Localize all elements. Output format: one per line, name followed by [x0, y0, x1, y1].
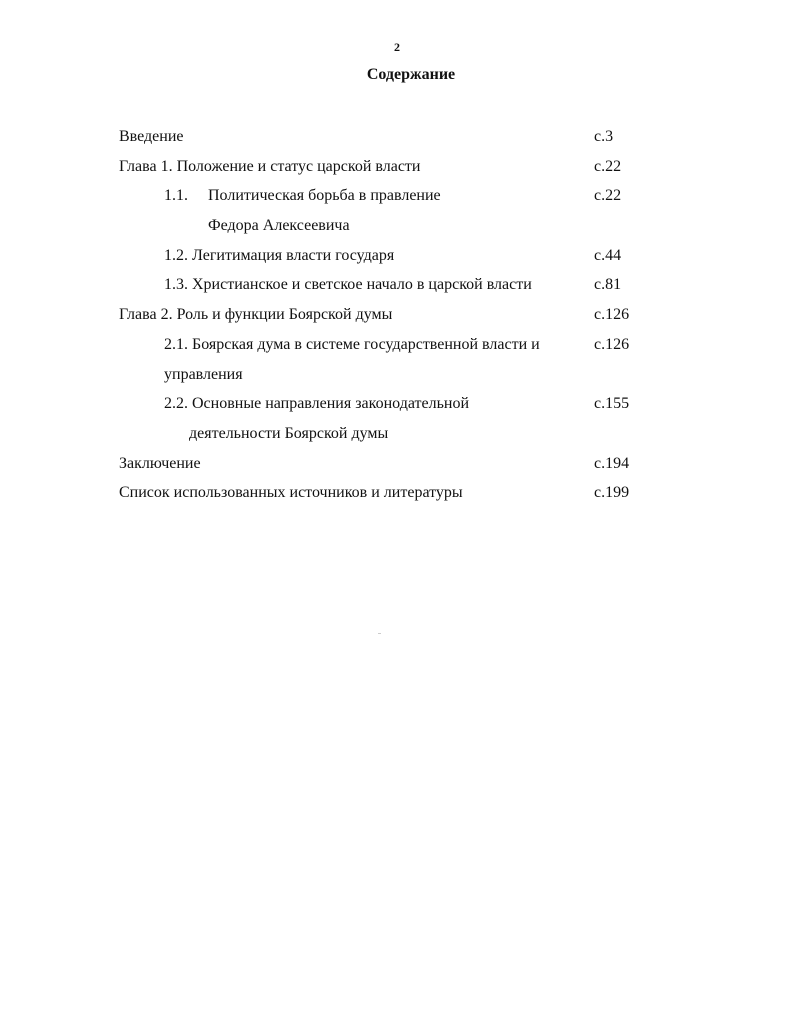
toc-entry-page: с.22	[594, 157, 622, 175]
toc-entry-section-2-2-continued	[0, 419, 794, 449]
toc-entry-text: Глава 1. Положение и статус царской власти	[119, 157, 421, 175]
toc-entry-section-1-2	[0, 241, 794, 271]
scan-speck	[378, 633, 381, 634]
toc-entry-page: с.126	[594, 306, 630, 324]
toc-entry-page: с.155	[594, 395, 630, 413]
page-number: 2	[394, 40, 400, 54]
toc-entry-page: с.3	[594, 128, 614, 145]
toc-entry-text: 2.2. Основные направления законодательной	[164, 395, 470, 413]
toc-entry-text-continued: деятельности Боярской думы	[189, 424, 389, 442]
table-of-contents	[0, 122, 794, 508]
toc-entry-page: с.81	[594, 276, 622, 294]
toc-entry-number: 1.1.	[164, 187, 188, 205]
toc-entry-chapter-1	[0, 152, 794, 182]
toc-entry-text: Политическая борьба в правление	[208, 187, 441, 205]
toc-entry-text: Список использованных источников и литературы	[119, 484, 463, 502]
toc-entry-section-2-2	[0, 389, 794, 419]
toc-entry-text: Введение	[119, 128, 184, 145]
toc-entry-page: с.199	[594, 484, 630, 502]
toc-entry-intro	[0, 122, 794, 152]
toc-entry-section-1-3	[0, 270, 794, 300]
toc-entry-conclusion	[0, 449, 794, 479]
toc-entry-text-continued: управления	[164, 365, 243, 383]
toc-entry-text: Глава 2. Роль и функции Боярской думы	[119, 306, 393, 324]
toc-entry-text: 1.3. Христианское и светское начало в царской власти	[164, 276, 532, 294]
toc-entry-text: 1.2. Легитимация власти государя	[164, 246, 395, 264]
toc-entry-text-continued: Федора Алексеевича	[208, 217, 350, 235]
toc-entry-references	[0, 478, 794, 508]
toc-entry-text: Заключение	[119, 454, 201, 472]
toc-entry-page: с.194	[594, 454, 630, 472]
toc-entry-section-1-1-continued	[0, 211, 794, 241]
toc-entry-section-1-1	[0, 181, 794, 211]
toc-entry-section-2-1-continued	[0, 360, 794, 390]
toc-entry-section-2-1	[0, 330, 794, 360]
toc-entry-page: с.22	[594, 187, 622, 205]
toc-entry-text: 2.1. Боярская дума в системе государственной власти и	[164, 335, 540, 353]
toc-entry-chapter-2	[0, 300, 794, 330]
page-title: Содержание	[366, 66, 456, 83]
toc-entry-page: с.126	[594, 335, 630, 353]
toc-entry-page: с.44	[594, 246, 622, 264]
